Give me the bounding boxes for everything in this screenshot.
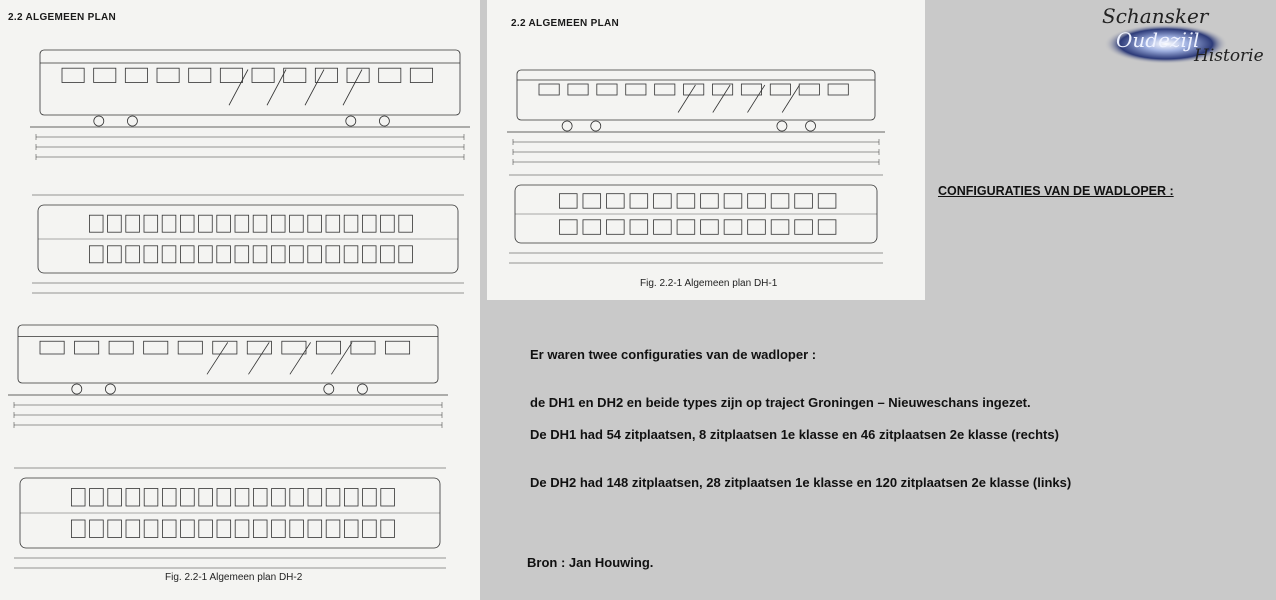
- intro-text: Er waren twee configuraties van de wadloper :: [530, 347, 817, 362]
- schansker-oudezijl-historie-logo: [1098, 4, 1270, 68]
- dh1-plan-panel: [487, 0, 925, 300]
- logo-text-schansker: Schansker: [1102, 4, 1209, 28]
- dh2-plan-panel: [0, 0, 480, 600]
- dh1-seats-text: De DH1 had 54 zitplaatsen, 8 zitplaatsen 1e klasse en 46 zitplaatsen 2e klasse (rechts): [530, 427, 1059, 442]
- configurations-heading: CONFIGURATIES VAN DE WADLOPER :: [938, 184, 1174, 198]
- dh1-side-view: [507, 70, 885, 165]
- dh2-seats-text: De DH2 had 148 zitplaatsen, 28 zitplaatsen 1e klasse en 120 zitplaatsen 2e klasse (links): [530, 475, 1072, 490]
- dh2-plan-title: 2.2 ALGEMEEN PLAN: [8, 12, 117, 23]
- logo-text-historie: Historie: [1194, 46, 1264, 66]
- dh1-caption: Fig. 2.2-1 Algemeen plan DH-1: [640, 278, 778, 289]
- dh2-floor-plan-top: [32, 195, 464, 293]
- dh2-caption: Fig. 2.2-1 Algemeen plan DH-2: [165, 572, 303, 583]
- dh1-plan-title: 2.2 ALGEMEEN PLAN: [511, 18, 620, 29]
- dh2-technical-drawing: [0, 0, 480, 600]
- source-text: Bron : Jan Houwing.: [527, 555, 654, 570]
- dh2-side-view-top: [30, 50, 470, 160]
- dh2-side-view-bottom: [8, 325, 448, 428]
- logo-text-oudezijl: Oudezijl: [1116, 28, 1200, 52]
- dh1-technical-drawing: [487, 0, 925, 300]
- dh2-floor-plan-bottom: [14, 468, 446, 568]
- dh1-floor-plan: [509, 175, 883, 263]
- types-text: de DH1 en DH2 en beide types zijn op traject Groningen – Nieuweschans ingezet.: [530, 395, 1031, 410]
